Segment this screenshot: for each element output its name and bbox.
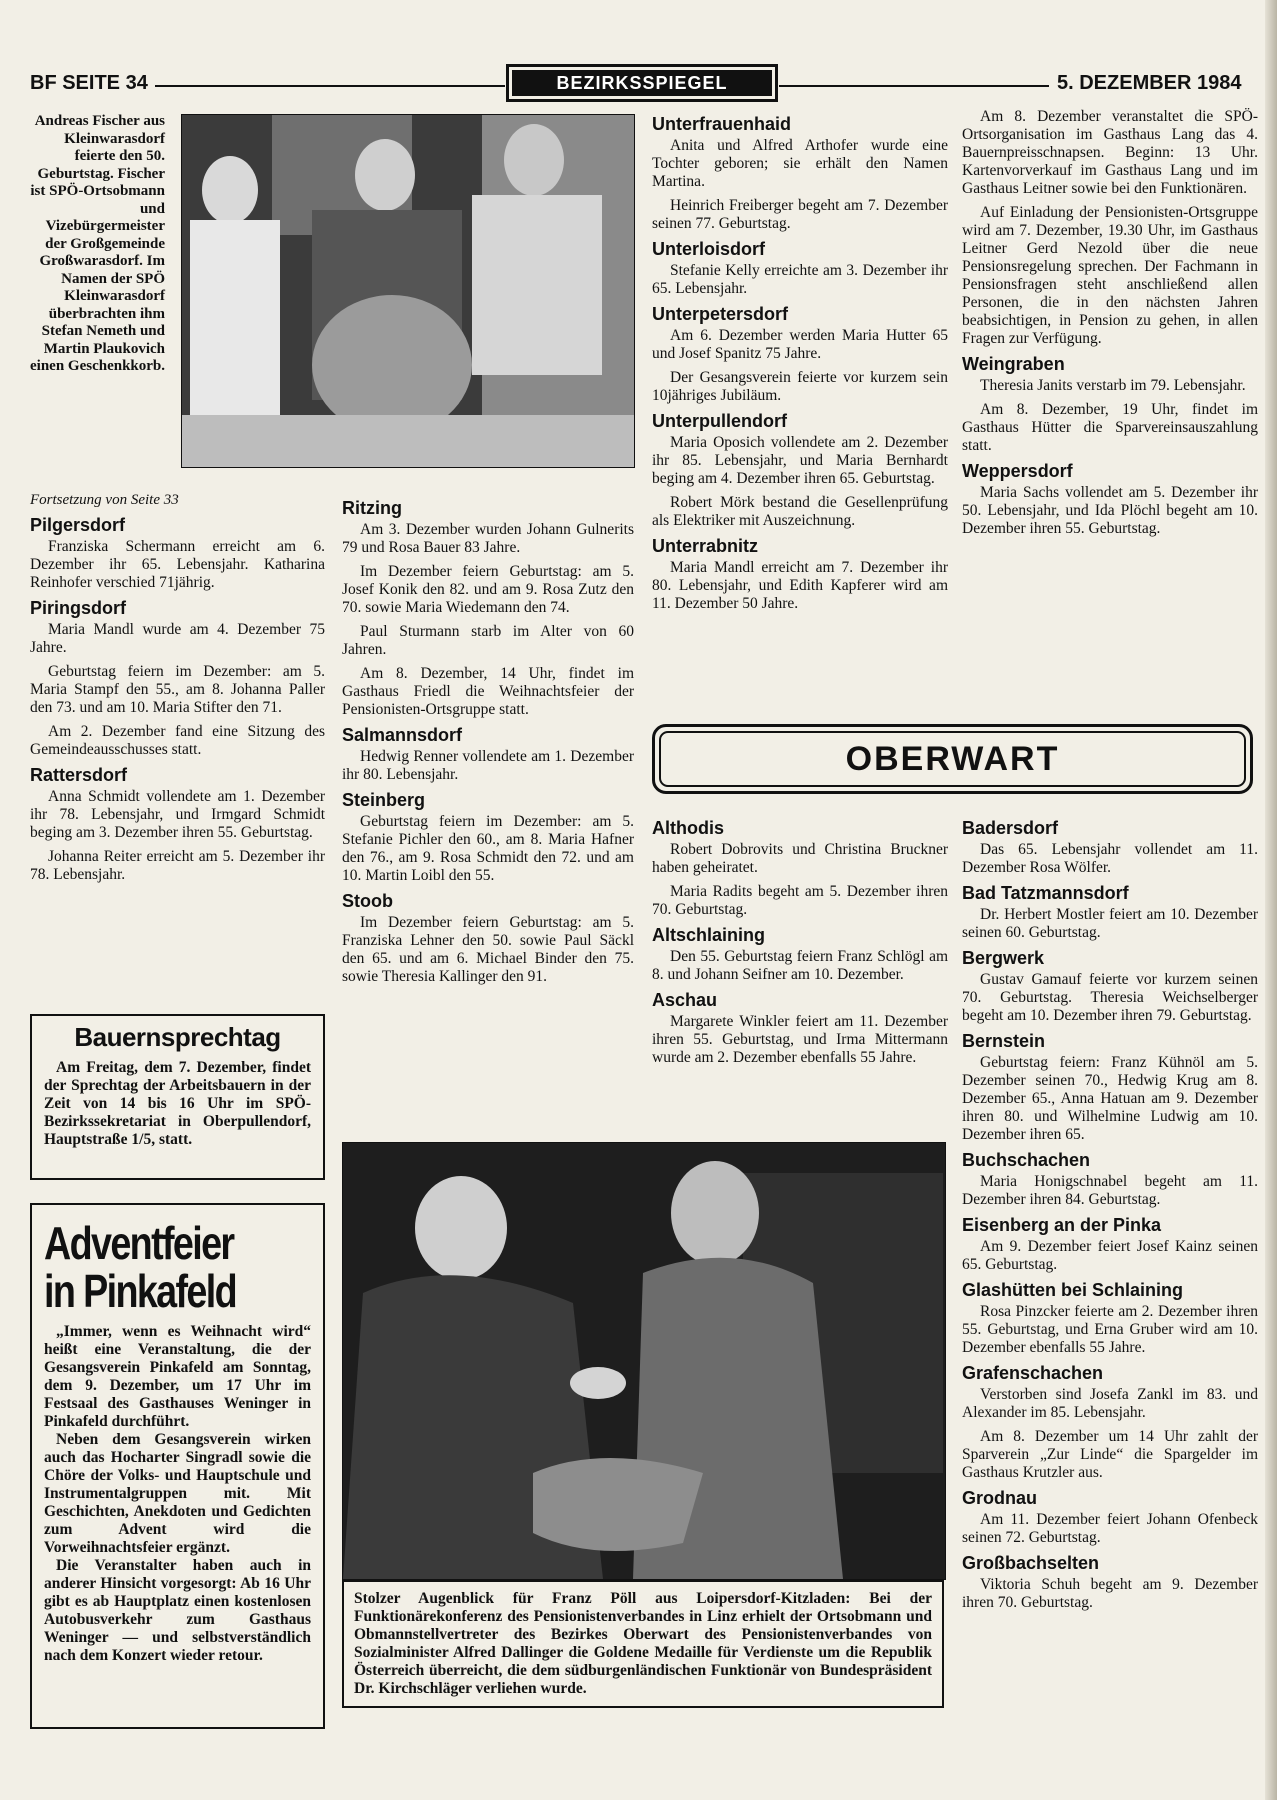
article-text: Gustav Gamauf feierte vor kurzem seinen 70. Geburtstag. Theresia Weichselberger begeht am 10. Dezember ihren 79. Geburtstag. bbox=[962, 971, 1258, 1024]
article-text: Viktoria Schuh begeht am 9. Dezember ihren 70. Geburtstag. bbox=[962, 1576, 1258, 1611]
article-text: Am 8. Dezember um 14 Uhr zahlt der Sparverein „Zur Linde“ die Spargelder im Gasthaus Krutzler aus. bbox=[962, 1428, 1258, 1481]
article-bernstein bbox=[962, 1031, 1258, 1144]
place-heading: Unterloisdorf bbox=[652, 239, 766, 259]
article-text: Verstorben sind Josefa Zankl im 83. und Alexander im 85. Lebensjahr. bbox=[962, 1386, 1258, 1421]
article-grodnau bbox=[962, 1488, 1258, 1547]
article-text: Am 2. Dezember fand eine Sitzung des Gemeindeausschusses statt. bbox=[30, 723, 325, 758]
article-text: Geburtstag feiern im Dezember: am 5. Stefanie Pichler den 60., am 8. Maria Hafner den 76., am 9. Rosa Schmidt den 72. und am 10. Martin Loibl den 55. bbox=[342, 813, 634, 884]
adventfeier-title-line2: in Pinkafeld bbox=[44, 1265, 237, 1317]
photo1-caption: Andreas Fischer aus Kleinwarasdorf feierte den 50. Geburtstag. Fischer ist SPÖ-Ortsobmann und Vizebürgermeister der Großgemeinde Großwarasdorf. Im Namen der SPÖ Kleinwarasdorf überbrachten ihm Stefan Nemeth und Martin Plaukovich einen Geschenkkorb. bbox=[30, 113, 166, 374]
article-glashuetten bbox=[962, 1280, 1258, 1357]
article-text: Das 65. Lebensjahr vollendet am 11. Dezember Rosa Wölfer. bbox=[962, 841, 1258, 876]
article-text: Maria Mandl wurde am 4. Dezember 75 Jahre. bbox=[30, 621, 325, 656]
oberwart-banner bbox=[652, 724, 1253, 794]
place-heading: Altschlaining bbox=[652, 925, 766, 945]
article-text: Hedwig Renner vollendete am 1. Dezember ihr 80. Lebensjahr. bbox=[342, 748, 634, 783]
article-text: Paul Sturmann starb im Alter von 60 Jahren. bbox=[342, 623, 634, 658]
article-text: Geburtstag feiern: Franz Kühnöl am 5. Dezember seinen 70., Hedwig Krug am 8. Dezember 65., Anna Hatuan am 9. Dezember ihren 80. und Wilhelmine Ludwig am 10. Dezember ihren 65. bbox=[962, 1054, 1258, 1143]
article-text: Maria Mandl erreicht am 7. Dezember ihr 80. Lebensjahr, und Edith Kapferer wird am 11. Dezember 50 Jahre. bbox=[652, 559, 948, 612]
place-heading: Buchschachen bbox=[962, 1150, 1091, 1170]
section-title-box bbox=[506, 64, 778, 102]
place-heading: Weingraben bbox=[962, 354, 1065, 374]
issue-date: 5. DEZEMBER 1984 bbox=[1057, 72, 1242, 94]
place-heading: Bernstein bbox=[962, 1031, 1046, 1051]
place-heading: Grodnau bbox=[962, 1488, 1037, 1508]
place-heading: Ritzing bbox=[342, 498, 402, 518]
article-text: Am 8. Dezember, 19 Uhr, findet im Gasthaus Hütter die Sparvereinsauszahlung statt. bbox=[962, 401, 1258, 454]
photo-medal-award bbox=[342, 1142, 946, 1580]
place-heading: Eisenberg an der Pinka bbox=[962, 1215, 1162, 1235]
section-title: BEZIRKSSPIEGEL bbox=[512, 70, 772, 96]
article-text: Am 8. Dezember veranstaltet die SPÖ-Ortsorganisation im Gasthaus Lang das 4. Bauernpreisschnapsen. Beginn: 13 Uhr. Kartenvorverkauf im Gasthaus Lang und im Gasthaus Leitner sowie bei den Funktionären. bbox=[962, 108, 1258, 197]
oberwart-column-4 bbox=[962, 812, 1258, 1618]
advent-text: Die Veranstalter haben auch in anderer Hinsicht vorgesorgt: Ab 16 Uhr gibt es ab Hauptplatz einen kostenlosen Autobusverkehr zum Gasthaus Weninger — und selbstverständlich nach dem Konzert wieder retour. bbox=[44, 1557, 311, 1664]
article-text: Auf Einladung der Pensionisten-Ortsgruppe wird am 7. Dezember, 19.30 Uhr, im Gasthaus Leitner Gerd Nezold über die neue Pensionsregelung sprechen. Der Fachmann in Pensionsfragen steht anschließend allen Personen, die in den nächsten Jahren beabsichtigen, in Pension zu gehen, in allen Fragen zur Verfügung. bbox=[962, 204, 1258, 347]
place-heading: Unterfrauenhaid bbox=[652, 114, 792, 134]
bauernsprechtag-title: Bauernsprechtag bbox=[74, 1022, 281, 1052]
place-heading: Weppersdorf bbox=[962, 461, 1073, 481]
article-text: Maria Sachs vollendet am 5. Dezember ihr 50. Lebensjahr, und Ida Plöchl begeht am 10. Dezember ihren 55. Geburtstag. bbox=[962, 484, 1258, 537]
article-text: Maria Radits begeht am 5. Dezember ihren 70. Geburtstag. bbox=[652, 883, 948, 918]
place-heading: Bergwerk bbox=[962, 948, 1045, 968]
place-heading: Bad Tatzmannsdorf bbox=[962, 883, 1129, 903]
article-althodis bbox=[652, 818, 948, 919]
article-text: Am 3. Dezember wurden Johann Gulnerits 79 und Rosa Bauer 83 Jahre. bbox=[342, 521, 634, 556]
article-ritzing bbox=[342, 498, 634, 719]
article-unterfrauenhaid bbox=[652, 114, 948, 233]
column-1 bbox=[30, 492, 325, 890]
article-text: Der Gesangsverein feierte vor kurzem sein 10jähriges Jubiläum. bbox=[652, 369, 948, 404]
advent-text: Neben dem Gesangsverein wirken auch das Hocharter Singradl sowie die Chöre der Volks- und Hauptschule und Instrumentalgruppen mit. Mit Geschichten, Anekdoten und Gedichten zum Advent wird die Vorweihnachtsfeier ergänzt. bbox=[44, 1431, 311, 1556]
article-text: Maria Honigschnabel begeht am 11. Dezember ihren 84. Geburtstag. bbox=[962, 1173, 1258, 1208]
photo-birthday-group bbox=[181, 114, 635, 468]
article-text: Anita und Alfred Arthofer wurde eine Tochter geboren; sie erhält den Namen Martina. bbox=[652, 137, 948, 190]
place-heading: Aschau bbox=[652, 990, 718, 1010]
place-heading: Unterpetersdorf bbox=[652, 304, 789, 324]
article-continued bbox=[962, 108, 1258, 348]
article-stoob bbox=[342, 891, 634, 986]
bauernsprechtag-box bbox=[30, 1014, 325, 1180]
article-text: Robert Mörk bestand die Gesellenprüfung als Elektriker mit Auszeichnung. bbox=[652, 494, 948, 529]
page-binding-edge bbox=[1265, 0, 1277, 1800]
place-heading: Rattersdorf bbox=[30, 765, 128, 785]
article-text: Am 9. Dezember feiert Josef Kainz seinen 65. Geburtstag. bbox=[962, 1238, 1258, 1273]
adventfeier-title bbox=[44, 1219, 325, 1315]
article-text: Theresia Janits verstarb im 79. Lebensjahr. bbox=[980, 377, 1246, 394]
advent-text: „Immer, wenn es Weihnacht wird“ heißt eine Veranstaltung, die der Gesangsverein Pinkafeld am Sonntag, dem 9. Dezember, um 17 Uhr im Festsaal des Gasthauses Weninger in Pinkafeld durchführt. bbox=[44, 1323, 311, 1430]
article-weppersdorf bbox=[962, 461, 1258, 538]
article-unterrabnitz bbox=[652, 536, 948, 613]
article-text: Rosa Pinzcker feierte am 2. Dezember ihren 55. Geburtstag, und Erna Gruber wird am 10. Dezember ebenfalls 55 Jahre. bbox=[962, 1303, 1258, 1356]
adventfeier-title-line1: Adventfeier bbox=[44, 1217, 234, 1269]
article-bad-tatzmannsdorf bbox=[962, 883, 1258, 942]
article-text: Johanna Reiter erreicht am 5. Dezember ihr 78. Lebensjahr. bbox=[30, 848, 325, 883]
column-2 bbox=[342, 492, 634, 992]
place-heading: Piringsdorf bbox=[30, 598, 127, 618]
article-grossbachselten bbox=[962, 1553, 1258, 1612]
article-text: Heinrich Freiberger begeht am 7. Dezember seinen 77. Geburtstag. bbox=[652, 197, 948, 232]
bauernsprechtag-text: Am Freitag, dem 7. Dezember, findet der Sprechtag der Arbeitsbauern in der Zeit von 14 bis 16 Uhr im SPÖ-Bezirkssekretariat in Oberpullendorf, Hauptstraße 1/5, statt. bbox=[44, 1059, 311, 1148]
article-text: Franziska Schermann erreicht am 6. Dezember ihr 65. Lebensjahr. Katharina Reinhofer verschied 71jährig. bbox=[30, 538, 325, 591]
place-heading: Glashütten bei Schlaining bbox=[962, 1280, 1184, 1300]
place-heading: Salmannsdorf bbox=[342, 725, 463, 745]
article-text: Dr. Herbert Mostler feiert am 10. Dezember seinen 60. Geburtstag. bbox=[962, 906, 1258, 941]
article-unterpetersdorf bbox=[652, 304, 948, 405]
article-bergwerk bbox=[962, 948, 1258, 1025]
article-pilgersdorf bbox=[30, 515, 325, 592]
adventfeier-box bbox=[30, 1203, 325, 1729]
place-heading: Badersdorf bbox=[962, 818, 1059, 838]
article-text: Den 55. Geburtstag feiern Franz Schlögl am 8. und Johann Seifner am 10. Dezember. bbox=[652, 948, 948, 983]
place-heading: Grafenschachen bbox=[962, 1363, 1104, 1383]
article-steinberg bbox=[342, 790, 634, 885]
article-text: Am 11. Dezember feiert Johann Ofenbeck seinen 72. Geburtstag. bbox=[962, 1511, 1258, 1546]
article-weingraben bbox=[962, 354, 1258, 455]
place-heading: Unterrabnitz bbox=[652, 536, 759, 556]
photo2-caption: Stolzer Augenblick für Franz Pöll aus Loipersdorf-Kitzladen: Bei der Funktionärekonferenz des Pensionistenverbandes in Linz erhielt der Ortsobmann und Obmannstellvertreter des Bezirkes Oberwart des Pensionistenverbandes von Sozialminister Alfred Dallinger die Goldene Medaille für Verdienste um die Republik Österreich überreicht, die dem südburgenländischen Funktionär von Bundespräsident Dr. Kirchschläger verliehen wurde. bbox=[342, 1580, 944, 1708]
article-salmannsdorf bbox=[342, 725, 634, 784]
place-heading: Steinberg bbox=[342, 790, 426, 810]
continuation-note: Fortsetzung von Seite 33 bbox=[30, 492, 179, 508]
article-badersdorf bbox=[962, 818, 1258, 877]
place-heading: Stoob bbox=[342, 891, 393, 911]
place-heading: Unterpullendorf bbox=[652, 411, 787, 431]
article-buchschachen bbox=[962, 1150, 1258, 1209]
header-rule-right bbox=[779, 85, 1049, 87]
place-heading: Althodis bbox=[652, 818, 724, 838]
article-text: Am 8. Dezember, 14 Uhr, findet im Gasthaus Friedl die Weihnachtsfeier der Pensionisten-Ortsgruppe statt. bbox=[342, 665, 634, 718]
article-text: Anna Schmidt vollendete am 1. Dezember ihr 78. Lebensjahr, und Irmgard Schmidt beging am 3. Dezember ihren 55. Geburtstag. bbox=[30, 788, 325, 841]
oberwart-title: OBERWART bbox=[659, 731, 1246, 787]
article-text: Am 6. Dezember werden Maria Hutter 65 und Josef Spanitz 75 Jahre. bbox=[652, 327, 948, 362]
article-text: Im Dezember feiern Geburtstag: am 5. Franziska Lehner den 50. sowie Paul Säckl den 65. und am 6. Michael Binder den 75. sowie Theresia Kallinger den 91. bbox=[342, 914, 634, 985]
article-grafenschachen bbox=[962, 1363, 1258, 1482]
article-text: Maria Oposich vollendete am 2. Dezember ihr 85. Lebensjahr, und Maria Bernhardt beging am 4. Dezember ihren 65. Geburtstag. bbox=[652, 434, 948, 487]
page-number: BF SEITE 34 bbox=[30, 72, 148, 94]
header-rule-left bbox=[155, 85, 505, 87]
article-text: Margarete Winkler feiert am 11. Dezember ihren 55. Geburtstag, und Irma Mittermann wurde am 2. Dezember ebenfalls 55 Jahre. bbox=[652, 1013, 948, 1066]
place-heading: Großbachselten bbox=[962, 1553, 1100, 1573]
article-unterloisdorf bbox=[652, 239, 948, 298]
column-3 bbox=[652, 108, 948, 619]
article-aschau bbox=[652, 990, 948, 1067]
article-eisenberg bbox=[962, 1215, 1258, 1274]
column-4 bbox=[962, 108, 1258, 544]
oberwart-column-3 bbox=[652, 812, 948, 1073]
article-altschlaining bbox=[652, 925, 948, 984]
place-heading: Pilgersdorf bbox=[30, 515, 126, 535]
article-text: Stefanie Kelly erreichte am 3. Dezember ihr 65. Lebensjahr. bbox=[652, 262, 948, 297]
article-text: Robert Dobrovits und Christina Bruckner haben geheiratet. bbox=[652, 841, 948, 876]
article-piringsdorf bbox=[30, 598, 325, 759]
article-text: Geburtstag feiern im Dezember: am 5. Maria Stampf den 55., am 8. Johanna Paller den 73. und am 10. Maria Stifter den 71. bbox=[30, 663, 325, 716]
article-unterpullendorf bbox=[652, 411, 948, 530]
article-text: Im Dezember feiern Geburtstag: am 5. Josef Konik den 82. und am 9. Rosa Zutz den 70. sowie Maria Wiedemann den 74. bbox=[342, 563, 634, 616]
article-rattersdorf bbox=[30, 765, 325, 884]
